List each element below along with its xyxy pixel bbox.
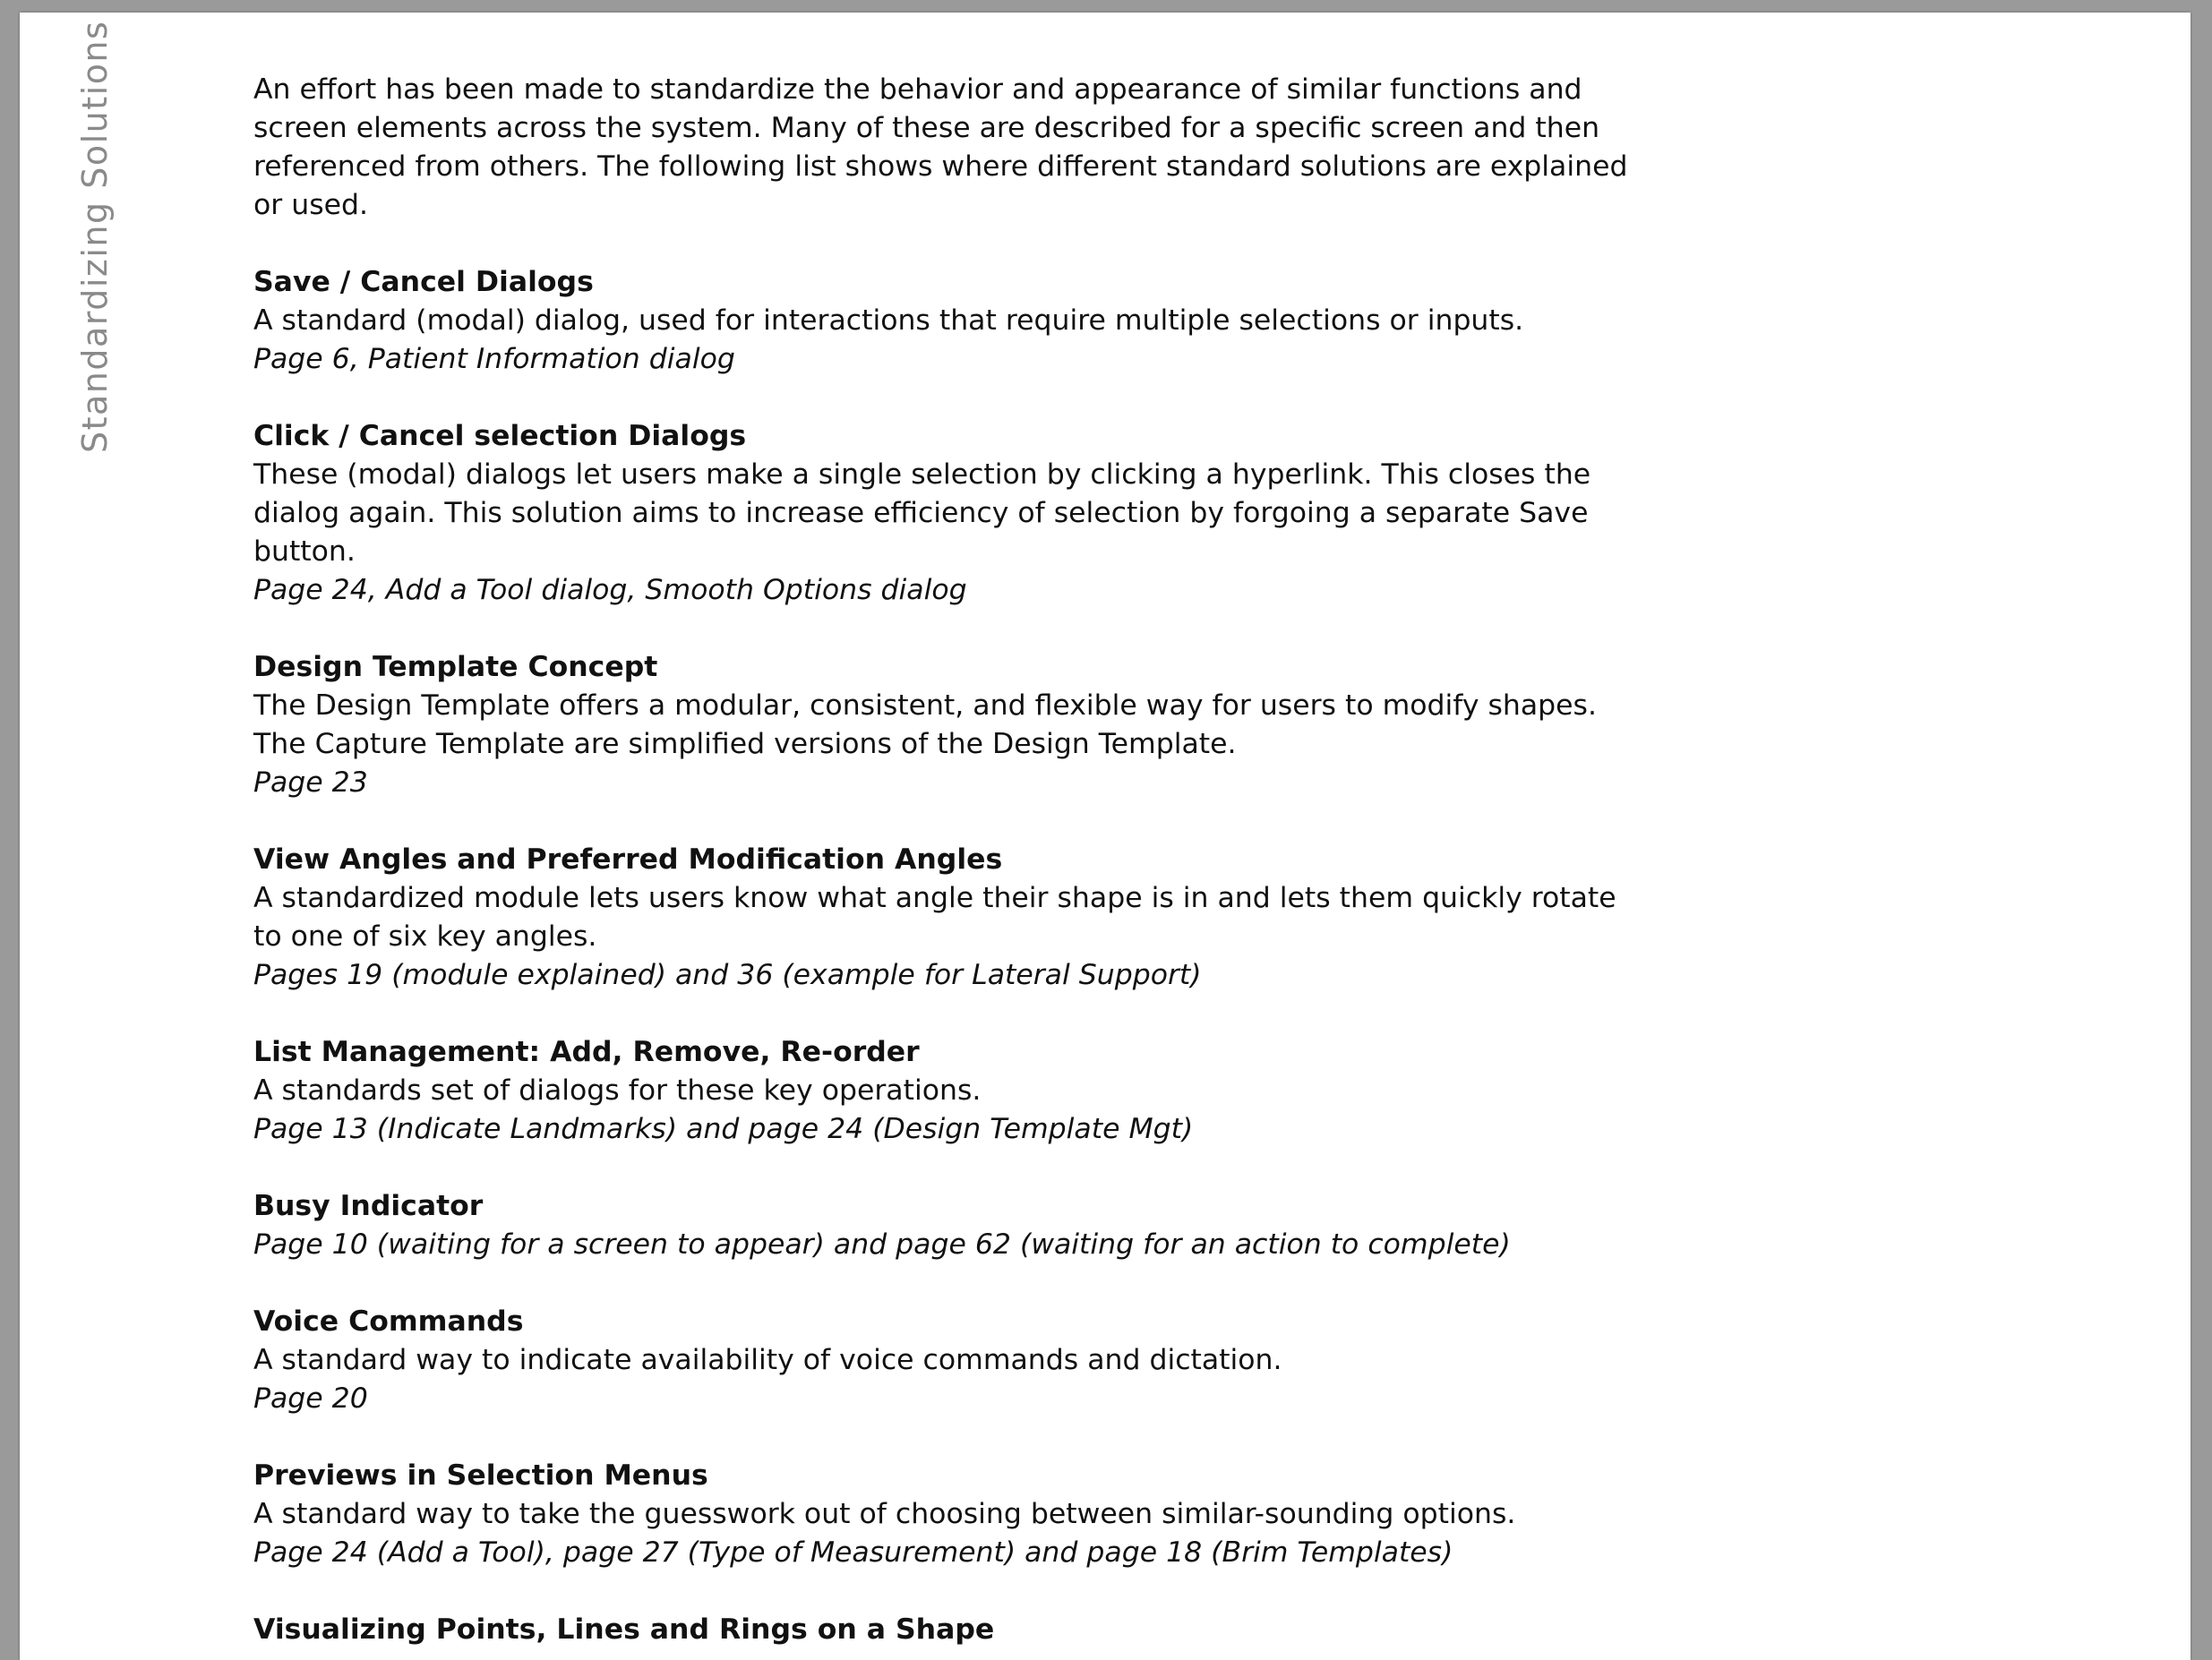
document-page — [20, 13, 2191, 1660]
section-description: The Design Template offers a modular, consistent, and flexible way for users to modify shapes. The Capture Template are simplified versions of the Design Template. — [253, 689, 1597, 760]
section-reference: Page 13 (Indicate Landmarks) and page 24 (Design Template Mgt) — [253, 1113, 1194, 1145]
section-reference: Page 20 — [253, 1382, 368, 1415]
intro-paragraph: An effort has been made to standardize the behavior and appearance of similar functions and screen elements across the system. Many of these are described for a specific screen and then referenced from others. The following list shows where different standard solutions are explained or used. — [253, 73, 1628, 221]
section-title: Click / Cancel selection Dialogs — [253, 420, 747, 452]
section-reference: Page 6, Patient Information dialog — [253, 343, 735, 375]
section-voice-commands — [253, 1303, 1650, 1418]
section-view-angles — [253, 841, 1650, 995]
section-title: Previews in Selection Menus — [253, 1459, 708, 1492]
section-title: Busy Indicator — [253, 1190, 484, 1222]
section-design-template-concept — [253, 648, 1650, 802]
section-previews-selection-menus — [253, 1457, 1650, 1572]
section-description: A standard way to indicate availability of voice commands and dictation. — [253, 1344, 1282, 1376]
section-reference: Pages 19 (module explained) and 36 (example for Lateral Support) — [253, 959, 1202, 991]
section-visualizing-points — [253, 1611, 1650, 1649]
section-description: A standardized module lets users know what angle their shape is in and lets them quickly rotate to one of six key angles. — [253, 882, 1616, 953]
section-title: Design Template Concept — [253, 651, 658, 683]
section-description: These (modal) dialogs let users make a single selection by clicking a hyperlink. This closes the dialog again. This solution aims to increase efficiency of selection by forgoing a separate Save button. — [253, 458, 1591, 568]
section-reference: Page 24 (Add a Tool), page 27 (Type of Measurement) and page 18 (Brim Templates) — [253, 1536, 1453, 1569]
section-description: A standards set of dialogs for these key operations. — [253, 1074, 982, 1107]
page-content — [253, 71, 1650, 1660]
section-save-cancel-dialogs — [253, 263, 1650, 379]
section-title: List Management: Add, Remove, Re-order — [253, 1036, 920, 1068]
section-click-cancel-dialogs — [253, 417, 1650, 610]
section-busy-indicator — [253, 1187, 1650, 1264]
section-reference: Page 10 (waiting for a screen to appear) and page 62 (waiting for an action to complete) — [253, 1228, 1511, 1261]
section-description: A standard (modal) dialog, used for interactions that require multiple selections or inputs. — [253, 304, 1524, 337]
section-title: Voice Commands — [253, 1305, 524, 1338]
section-list-management — [253, 1033, 1650, 1149]
section-reference: Page 23 — [253, 766, 368, 799]
section-description: A standard way to take the guesswork out of choosing between similar-sounding options. — [253, 1498, 1516, 1530]
section-title: View Angles and Preferred Modification Angles — [253, 843, 1003, 876]
section-title: Save / Cancel Dialogs — [253, 266, 594, 298]
section-title: Visualizing Points, Lines and Rings on a Shape — [253, 1613, 995, 1646]
side-title: Standardizing Solutions — [75, 20, 115, 453]
section-reference: Page 24, Add a Tool dialog, Smooth Options dialog — [253, 574, 967, 606]
